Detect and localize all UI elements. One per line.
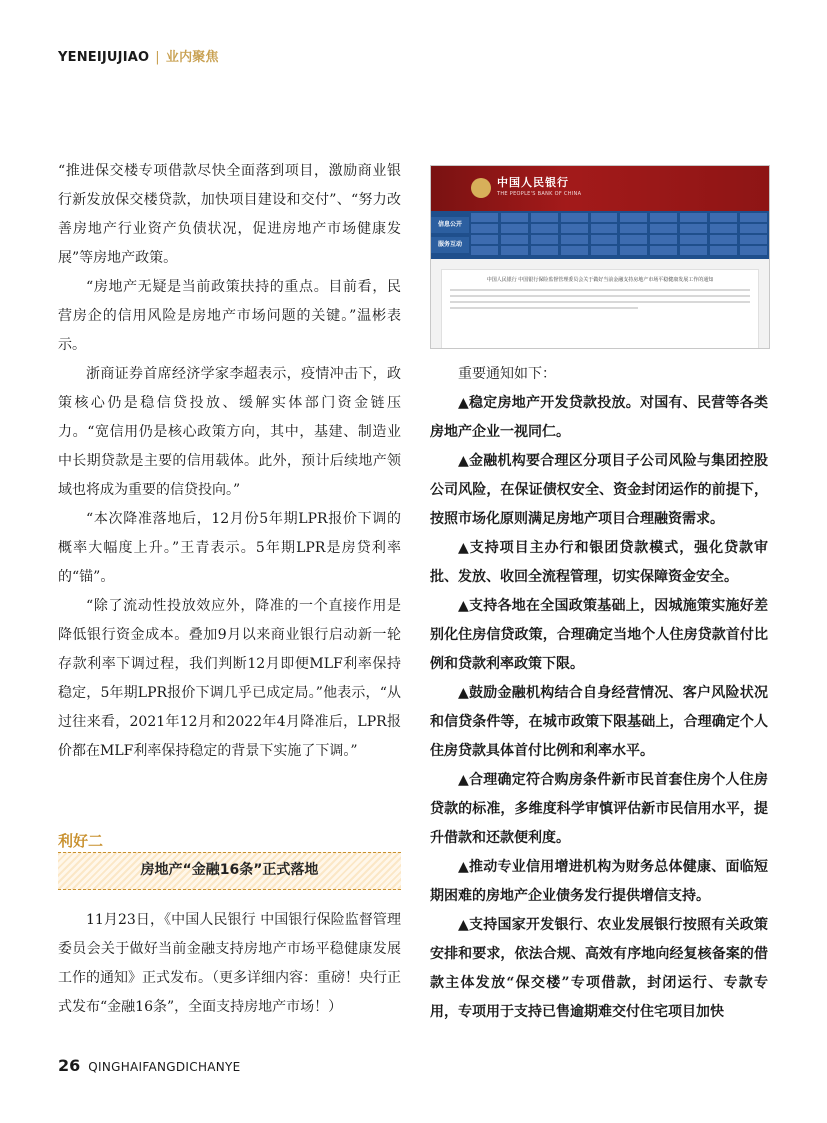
header-cn: 业内聚焦 bbox=[165, 50, 219, 65]
nav-cell bbox=[531, 235, 558, 244]
notice-item: ▲支持各地在全国政策基础上，因城施策实施好差别化住房信贷政策，合理确定当地个人住房贷款首付比例和贷款利率政策下限。 bbox=[430, 598, 768, 672]
pboc-logo-icon bbox=[471, 178, 491, 198]
running-header bbox=[58, 46, 219, 65]
nav-cell bbox=[501, 224, 528, 233]
nav-cell bbox=[740, 213, 767, 222]
right-column bbox=[430, 360, 768, 1027]
nav-cell bbox=[620, 213, 647, 222]
nav-cell bbox=[561, 224, 588, 233]
text-line bbox=[450, 289, 750, 291]
page-number: 26 bbox=[58, 1056, 81, 1075]
notice-intro: 重要通知如下： bbox=[458, 366, 556, 382]
article-title: 中国人民银行 中国银行保险监督管理委员会关于做好当前金融支持房地产市场平稳健康发展工作的通知 bbox=[486, 277, 714, 283]
notice-item: ▲支持项目主办行和银团贷款模式，强化贷款审批、发放、收回全流程管理，切实保障资金安全。 bbox=[430, 540, 768, 585]
nav-cell bbox=[471, 224, 498, 233]
magazine-name: QINGHAIFANGDICHANYE bbox=[88, 1060, 241, 1074]
nav-cell bbox=[501, 213, 528, 222]
paragraph: “除了流动性投放效应外，降准的一个直接作用是降低银行资金成本。叠加9月以来商业银行启动新一轮存款利率下调过程，我们判断12月即便MLF利率保持稳定，5年期LPR报价下调几乎已成定局。”他表示，“从过往来看，2021年12月和2022年4月降准后，LPR报价都在MLF利率保持稳定的背景下实施了下调。” bbox=[58, 598, 401, 759]
breadcrumb bbox=[431, 259, 769, 267]
nav-cell bbox=[591, 235, 618, 244]
nav-cell bbox=[680, 224, 707, 233]
nav-cell bbox=[591, 213, 618, 222]
nav-cell bbox=[740, 224, 767, 233]
nav-cell bbox=[501, 235, 528, 244]
bank-name: 中国人民银行 bbox=[497, 176, 569, 189]
header-separator: | bbox=[155, 50, 160, 65]
text-line bbox=[450, 301, 750, 303]
section-title-band bbox=[58, 852, 401, 890]
nav-cell bbox=[680, 235, 707, 244]
notice-item: ▲支持国家开发银行、农业发展银行按照有关政策安排和要求，依法合规、高效有序地向经复核备案的借款主体发放“保交楼”专项借款，封闭运行、专款专用，专项用于支持已售逾期难交付住宅项目加快 bbox=[430, 917, 768, 1020]
left-column-bottom bbox=[58, 906, 401, 1022]
left-column bbox=[58, 157, 401, 766]
nav-cell bbox=[650, 224, 677, 233]
nav-cell bbox=[531, 246, 558, 255]
nav-cell bbox=[591, 224, 618, 233]
paragraph: “推进保交楼专项借款尽快全面落到项目，激励商业银行新发放保交楼贷款，加快项目建设和交付”、“努力改善房地产行业资产负债状况，促进房地产市场健康发展”等房地产政策。 bbox=[58, 163, 401, 266]
nav-cell bbox=[650, 246, 677, 255]
nav-cell bbox=[620, 235, 647, 244]
header-en: YENEIJUJIAO bbox=[58, 50, 150, 65]
nav-cell bbox=[620, 224, 647, 233]
nav-cell bbox=[620, 246, 647, 255]
site-nav bbox=[431, 211, 769, 259]
nav-cell bbox=[531, 224, 558, 233]
bank-name-en: THE PEOPLE'S BANK OF CHINA bbox=[497, 191, 582, 197]
nav-cell bbox=[680, 213, 707, 222]
nav-cell bbox=[471, 235, 498, 244]
text-line bbox=[450, 307, 638, 309]
paragraph: “房地产无疑是当前政策扶持的重点。目前看，民营房企的信用风险是房地产市场问题的关键。”温彬表示。 bbox=[58, 279, 401, 353]
nav-cell bbox=[740, 246, 767, 255]
nav-cell bbox=[471, 246, 498, 255]
paragraph: 11月23日，《中国人民银行 中国银行保险监督管理委员会关于做好当前金融支持房地产市场平稳健康发展工作的通知》正式发布。（更多详细内容：重磅！央行正式发布“金融16条”，全面支持房地产市场！） bbox=[58, 912, 401, 1015]
paragraph: 浙商证券首席经济学家李超表示，疫情冲击下，政策核心仍是稳信贷投放、缓解实体部门资金链压力。“宽信用仍是核心政策方向，其中，基建、制造业中长期贷款是主要的信用载体。此外，预计后续地产领域也将成为重要的信贷投向。” bbox=[58, 366, 401, 498]
article-panel bbox=[441, 269, 759, 349]
notice-item: ▲稳定房地产开发贷款投放。对国有、民营等各类房地产企业一视同仁。 bbox=[430, 395, 768, 440]
nav-label-service: 服务互动 bbox=[431, 237, 469, 253]
nav-cell bbox=[501, 246, 528, 255]
nav-cell bbox=[650, 213, 677, 222]
pboc-banner bbox=[431, 166, 769, 211]
nav-cell bbox=[710, 235, 737, 244]
nav-label-info: 信息公开 bbox=[431, 217, 469, 233]
nav-cell bbox=[531, 213, 558, 222]
nav-cell bbox=[471, 213, 498, 222]
nav-cell bbox=[680, 246, 707, 255]
pboc-website-screenshot bbox=[430, 165, 770, 349]
page-footer bbox=[58, 1056, 241, 1075]
notice-item: ▲推动专业信用增进机构为财务总体健康、面临短期困难的房地产企业债务发行提供增信支持。 bbox=[430, 859, 768, 904]
nav-cell bbox=[740, 235, 767, 244]
nav-cell bbox=[561, 246, 588, 255]
notice-item: ▲鼓励金融机构结合自身经营情况、客户风险状况和信贷条件等，在城市政策下限基础上，合理确定个人住房贷款具体首付比例和利率水平。 bbox=[430, 685, 768, 759]
nav-cell bbox=[710, 246, 737, 255]
section-title: 房地产“金融16条”正式落地 bbox=[140, 862, 319, 878]
nav-cell bbox=[710, 213, 737, 222]
notice-item: ▲金融机构要合理区分项目子公司风险与集团控股公司风险，在保证债权安全、资金封闭运作的前提下，按照市场化原则满足房地产项目合理融资需求。 bbox=[430, 453, 768, 527]
text-line bbox=[450, 295, 750, 297]
nav-grid bbox=[471, 213, 767, 255]
paragraph: “本次降准落地后，12月份5年期LPR报价下调的概率大幅度上升。”王青表示。5年期LPR是房贷利率的“锚”。 bbox=[58, 511, 401, 585]
nav-cell bbox=[710, 224, 737, 233]
section-label: 利好二 bbox=[58, 832, 104, 850]
notice-item: ▲合理确定符合购房条件新市民首套住房个人住房贷款的标准，多维度科学审慎评估新市民信用水平，提升借款和还款便利度。 bbox=[430, 772, 768, 846]
nav-cell bbox=[591, 246, 618, 255]
nav-cell bbox=[561, 213, 588, 222]
nav-cell bbox=[561, 235, 588, 244]
nav-cell bbox=[650, 235, 677, 244]
